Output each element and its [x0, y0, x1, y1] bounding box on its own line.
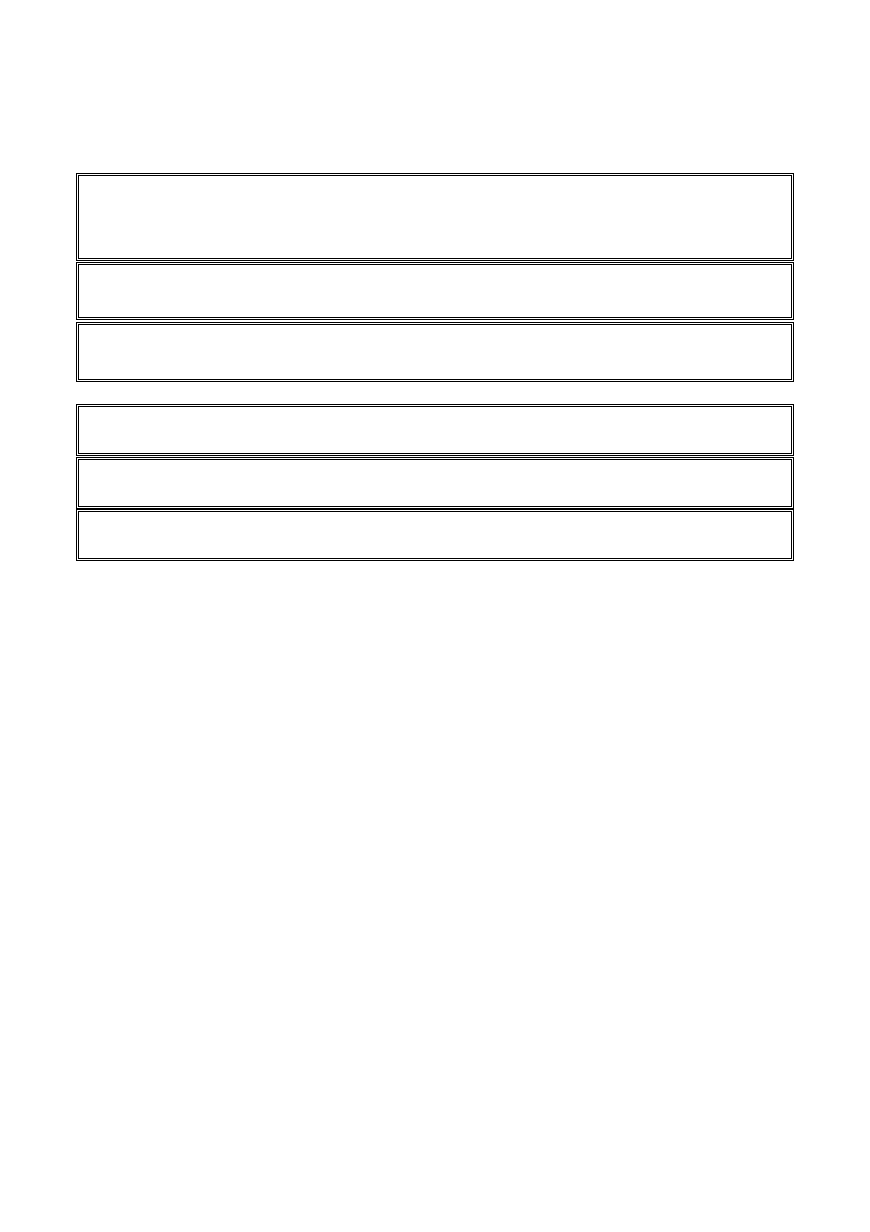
character-form-box-3 [78, 511, 792, 559]
character-form-box-2 [78, 459, 792, 507]
pronunciation-box-1 [78, 175, 792, 259]
pronunciation-box-3 [78, 324, 792, 380]
character-form-box-1 [78, 406, 792, 454]
pronunciation-box-2 [78, 264, 792, 318]
